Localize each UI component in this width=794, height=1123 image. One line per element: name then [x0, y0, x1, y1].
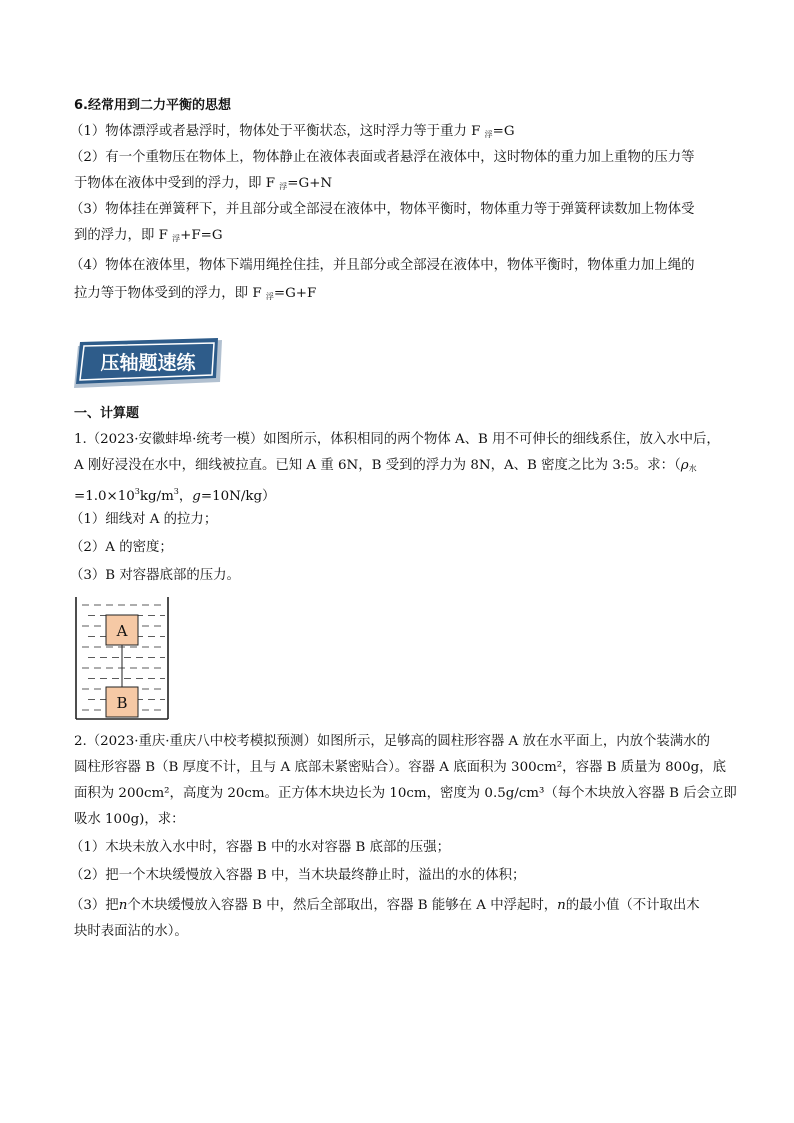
banner-title: 压轴题速练: [100, 352, 196, 374]
item-1: （1）物体漂浮或者悬浮时，物体处于平衡状态，这时浮力等于重力 F $_浮$=G: [70, 124, 515, 139]
q2-part-1: （1）木块未放入水中时，容器 B 中的水对容器 B 底部的压强；: [70, 840, 450, 855]
q2-line-1: 2.（2023·重庆·重庆八中校考模拟预测）如图所示，足够高的圆柱形容器 A 放在水平面上，内放个装满水的: [74, 734, 710, 749]
block-a-label: A: [116, 622, 128, 640]
q2-line-3: 面积为 200cm²，高度为 20cm。正方体木块边长为 10cm，密度为 0.5g/cm³（每个木块放入容器 B 后会立即: [74, 786, 737, 801]
q1-part-2: （2）A 的密度；: [70, 540, 173, 555]
q1-line-1: 1.（2023·安徽蚌埠·统考一模）如图所示，体积相同的两个物体 A、B 用不可伸长的细线系住，放入水中后，: [74, 432, 720, 447]
item-2-line-2: 于物体在液体中受到的浮力，即 F $_浮$=G+N: [74, 176, 333, 191]
q1-part-1: （1）细线对 A 的拉力；: [70, 512, 218, 527]
container-figure: [74, 597, 170, 721]
q2-part-3-line-1: （3）把n个木块缓慢放入容器 B 中，然后全部取出，容器 B 能够在 A 中浮起时，n的最小值（不计取出木: [70, 898, 700, 913]
q2-line-4: 吸水 100g)，求：: [74, 812, 185, 827]
section-banner: [74, 338, 222, 388]
item-2-line-1: （2）有一个重物压在物体上，物体静止在液体表面或者悬浮在液体中，这时物体的重力加上重物的压力等: [70, 150, 695, 165]
q1-line-3: $=1.0\times 10^3kg/m^3$，g=10N/kg）: [74, 487, 276, 504]
item-3-line-1: （3）物体挂在弹簧秤下，并且部分或全部浸在液体中，物体平衡时，物体重力等于弹簧秤读数加上物体受: [70, 202, 695, 217]
item-4-line-1: （4）物体在液体里，物体下端用绳拴住挂，并且部分或全部浸在液体中，物体平衡时，物体重力加上绳的: [70, 258, 695, 273]
item-4-line-2: 拉力等于物体受到的浮力，即 F $_浮$=G+F: [74, 286, 317, 301]
block-b-label: B: [116, 694, 128, 712]
q2-line-2: 圆柱形容器 B（B 厚度不计，且与 A 底部未紧密贴合）。容器 A 底面积为 300cm²，容器 B 质量为 800g，底: [74, 760, 727, 775]
q1-line-2: A 刚好浸没在水中，细线被拉直。已知 A 重 6N，B 受到的浮力为 8N，A、B 密度之比为 3:5。求：（$\rho_水$: [74, 458, 697, 473]
item-3-line-2: 到的浮力，即 F $_浮$+F=G: [74, 228, 223, 243]
q2-part-2: （2）把一个木块缓慢放入容器 B 中，当木块最终静止时，溢出的水的体积；: [70, 868, 526, 883]
section-heading: 6.经常用到二力平衡的思想: [74, 98, 231, 113]
q2-part-3-line-2: 块时表面沾的水）。: [74, 924, 188, 939]
q1-part-3: （3）B 对容器底部的压力。: [70, 568, 240, 583]
section-1-heading: 一、计算题: [74, 406, 140, 421]
